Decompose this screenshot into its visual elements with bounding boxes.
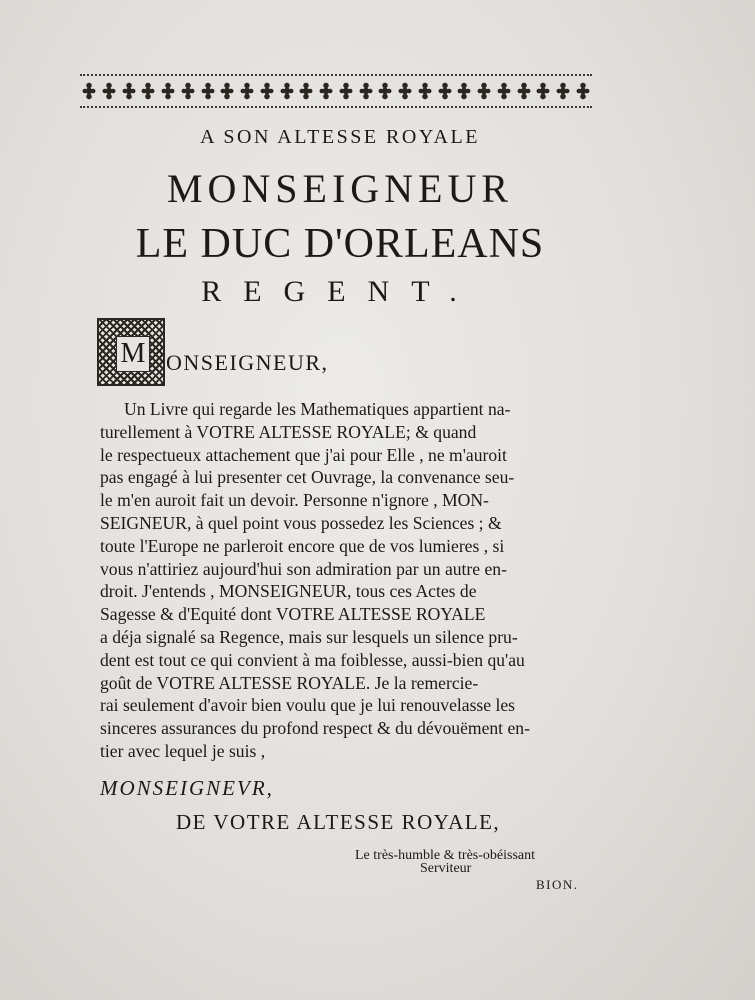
signature-name: BION. xyxy=(536,877,579,892)
body-line: tier avec lequel je suis , xyxy=(100,740,266,761)
body-line: le respectueux attachement que j'ai pour Elle , ne m'auroit xyxy=(100,444,507,465)
body-line: droit. J'entends , MONSEIGNEUR, tous ces Actes de xyxy=(100,581,477,602)
decorative-headpiece xyxy=(80,74,592,108)
body-line: vous n'attiriez aujourd'hui son admiration par un autre en- xyxy=(100,558,507,579)
body-line: Sagesse & d'Equité dont VOTRE ALTESSE ROYALE xyxy=(100,604,486,625)
drop-cap-letter: M xyxy=(116,336,150,372)
body-line: toute l'Europe ne parleroit encore que de vos lumieres , si xyxy=(100,535,505,556)
body-line: SEIGNEUR, à quel point vous possedez les Sciences ; & xyxy=(100,512,502,533)
dedication-title-line-3: REGENT. xyxy=(201,275,479,308)
body-line: le m'en auroit fait un devoir. Personne n'ignore , MON- xyxy=(100,490,489,511)
closing-address: MONSEIGNEVR, xyxy=(100,776,274,800)
dedication-to-line: A SON ALTESSE ROYALE xyxy=(200,126,480,148)
salutation: ONSEIGNEUR, xyxy=(166,350,329,375)
body-line: Un Livre qui regarde les Mathematiques appartient na- xyxy=(124,399,511,419)
dedication-title-line-1: MONSEIGNEUR xyxy=(166,166,514,211)
body-line: rai seulement d'avoir bien voulu que je lui renouvelasse les xyxy=(100,695,516,716)
dedication-title-line-2: LE DUC D'ORLEANS xyxy=(135,221,545,267)
body-line: sinceres assurances du profond respect & du dévouëment en- xyxy=(100,718,530,739)
closing-title: DE VOTRE ALTESSE ROYALE, xyxy=(176,810,501,834)
body-line: turellement à VOTRE ALTESSE ROYALE; & quand xyxy=(100,421,477,442)
signature-line-2: Serviteur xyxy=(420,861,472,876)
body-line: pas engagé à lui presenter cet Ouvrage, la convenance seu- xyxy=(100,467,515,488)
body-line: dent est tout ce qui convient à ma foiblesse, aussi-bien qu'au xyxy=(100,649,525,670)
body-line: goût de VOTRE ALTESSE ROYALE. Je la remercie- xyxy=(100,672,479,693)
signature-line-1: Le très-humble & très-obéissant xyxy=(355,848,536,863)
body-line: a déja signalé sa Regence, mais sur lesquels un silence pru- xyxy=(100,626,518,647)
ornamental-drop-cap xyxy=(97,318,165,386)
letter-body xyxy=(100,398,596,763)
